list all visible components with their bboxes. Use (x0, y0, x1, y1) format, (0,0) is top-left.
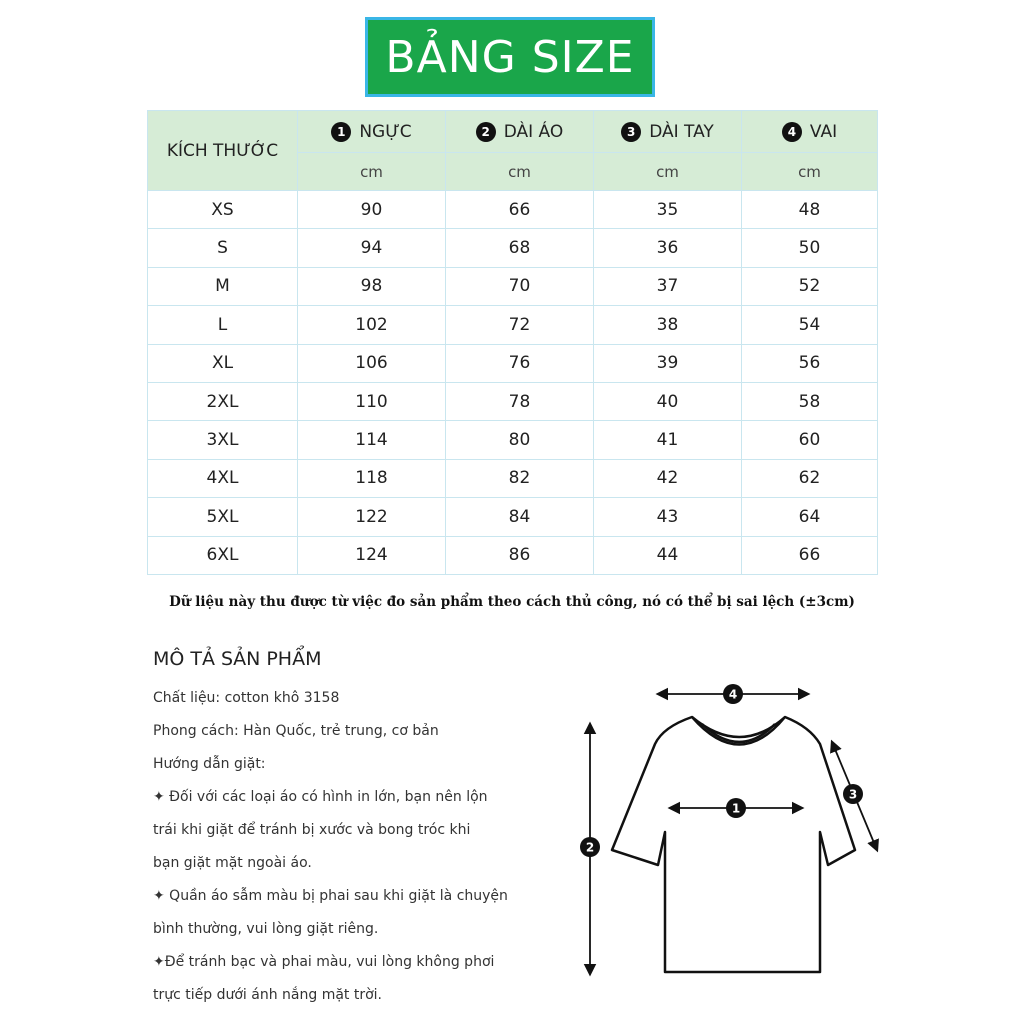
chest-cell: 98 (298, 267, 446, 305)
table-row (148, 267, 878, 305)
description-line: ✦Để tránh bạc và phai màu, vui lòng không phơi (153, 954, 495, 970)
product-description (153, 648, 553, 1012)
measure-shoulder (658, 684, 808, 704)
sleeve-cell: 44 (594, 536, 742, 574)
column-header-sleeve (594, 111, 742, 153)
unit-label: cm (298, 153, 446, 191)
length-cell: 80 (446, 421, 594, 459)
chest-cell: 94 (298, 229, 446, 267)
chest-cell: 110 (298, 382, 446, 420)
description-line: ✦ Quần áo sẫm màu bị phai sau khi giặt là chuyện (153, 888, 508, 904)
table-row (148, 306, 878, 344)
chest-cell: 102 (298, 306, 446, 344)
size-cell: M (148, 267, 298, 305)
size-cell: XS (148, 191, 298, 229)
measurement-note: Dữ liệu này thu được từ việc đo sản phẩm theo cách thủ công, nó có thể bị sai lệch (±3cm) (169, 594, 855, 610)
sleeve-cell: 39 (594, 344, 742, 382)
page-title: BẢNG SIZE (385, 31, 635, 83)
length-cell: 84 (446, 498, 594, 536)
table-row (148, 498, 878, 536)
chest-cell: 118 (298, 459, 446, 497)
number-badge: 4 (782, 122, 802, 142)
description-heading: MÔ TẢ SẢN PHẨM (153, 648, 322, 670)
shoulder-cell: 52 (742, 267, 878, 305)
chest-cell: 106 (298, 344, 446, 382)
size-cell: 2XL (148, 382, 298, 420)
column-header-length (446, 111, 594, 153)
unit-label: cm (742, 153, 878, 191)
number-badge: 2 (476, 122, 496, 142)
length-cell: 68 (446, 229, 594, 267)
measure-length (580, 724, 600, 974)
column-header-chest (298, 111, 446, 153)
sleeve-cell: 42 (594, 459, 742, 497)
length-cell: 70 (446, 267, 594, 305)
marker-label: 4 (728, 687, 738, 702)
description-line: trái khi giặt để tránh bị xước và bong tróc khi (153, 822, 471, 838)
chest-cell: 90 (298, 191, 446, 229)
table-row (148, 229, 878, 267)
number-badge: 1 (331, 122, 351, 142)
column-label: NGỰC (359, 122, 412, 142)
unit-label: cm (594, 153, 742, 191)
sleeve-cell: 43 (594, 498, 742, 536)
shoulder-cell: 58 (742, 382, 878, 420)
measure-sleeve (832, 742, 877, 850)
table-row (148, 191, 878, 229)
description-line: bạn giặt mặt ngoài áo. (153, 855, 312, 871)
shoulder-cell: 48 (742, 191, 878, 229)
chest-cell: 122 (298, 498, 446, 536)
sleeve-cell: 40 (594, 382, 742, 420)
tshirt-diagram (570, 672, 890, 992)
table-row (148, 459, 878, 497)
size-cell: 6XL (148, 536, 298, 574)
table-row (148, 344, 878, 382)
description-line: Phong cách: Hàn Quốc, trẻ trung, cơ bản (153, 723, 439, 739)
length-cell: 76 (446, 344, 594, 382)
table-row (148, 421, 878, 459)
size-cell: S (148, 229, 298, 267)
description-line: Chất liệu: cotton khô 3158 (153, 690, 340, 706)
sleeve-cell: 35 (594, 191, 742, 229)
sleeve-cell: 36 (594, 229, 742, 267)
column-header-shoulder (742, 111, 878, 153)
length-cell: 78 (446, 382, 594, 420)
size-cell: 3XL (148, 421, 298, 459)
sleeve-cell: 41 (594, 421, 742, 459)
size-cell: XL (148, 344, 298, 382)
chest-cell: 114 (298, 421, 446, 459)
size-cell: 4XL (148, 459, 298, 497)
measure-chest (670, 798, 802, 818)
number-badge: 3 (621, 122, 641, 142)
shoulder-cell: 54 (742, 306, 878, 344)
marker-label: 2 (585, 840, 595, 855)
length-cell: 82 (446, 459, 594, 497)
column-label: DÀI ÁO (503, 122, 564, 142)
shoulder-cell: 60 (742, 421, 878, 459)
title-banner (365, 17, 655, 97)
length-cell: 72 (446, 306, 594, 344)
length-cell: 66 (446, 191, 594, 229)
shoulder-cell: 66 (742, 536, 878, 574)
marker-label: 1 (731, 801, 741, 816)
marker-label: 3 (848, 787, 858, 802)
tshirt-outline (612, 717, 858, 972)
length-cell: 86 (446, 536, 594, 574)
unit-label: cm (446, 153, 594, 191)
chest-cell: 124 (298, 536, 446, 574)
size-cell: 5XL (148, 498, 298, 536)
size-table (147, 110, 878, 575)
shoulder-cell: 62 (742, 459, 878, 497)
sleeve-cell: 38 (594, 306, 742, 344)
shoulder-cell: 64 (742, 498, 878, 536)
column-label: VAI (809, 122, 838, 142)
shoulder-cell: 56 (742, 344, 878, 382)
description-line: bình thường, vui lòng giặt riêng. (153, 921, 379, 937)
sleeve-cell: 37 (594, 267, 742, 305)
table-row (148, 382, 878, 420)
table-row (148, 536, 878, 574)
size-header: KÍCH THƯỚC (148, 111, 298, 191)
column-label: DÀI TAY (649, 122, 714, 142)
shoulder-cell: 50 (742, 229, 878, 267)
description-line: Hướng dẫn giặt: (153, 756, 266, 772)
description-line: ✦ Đối với các loại áo có hình in lớn, bạn nên lộn (153, 789, 488, 805)
description-line: trực tiếp dưới ánh nắng mặt trời. (153, 987, 383, 1003)
size-cell: L (148, 306, 298, 344)
